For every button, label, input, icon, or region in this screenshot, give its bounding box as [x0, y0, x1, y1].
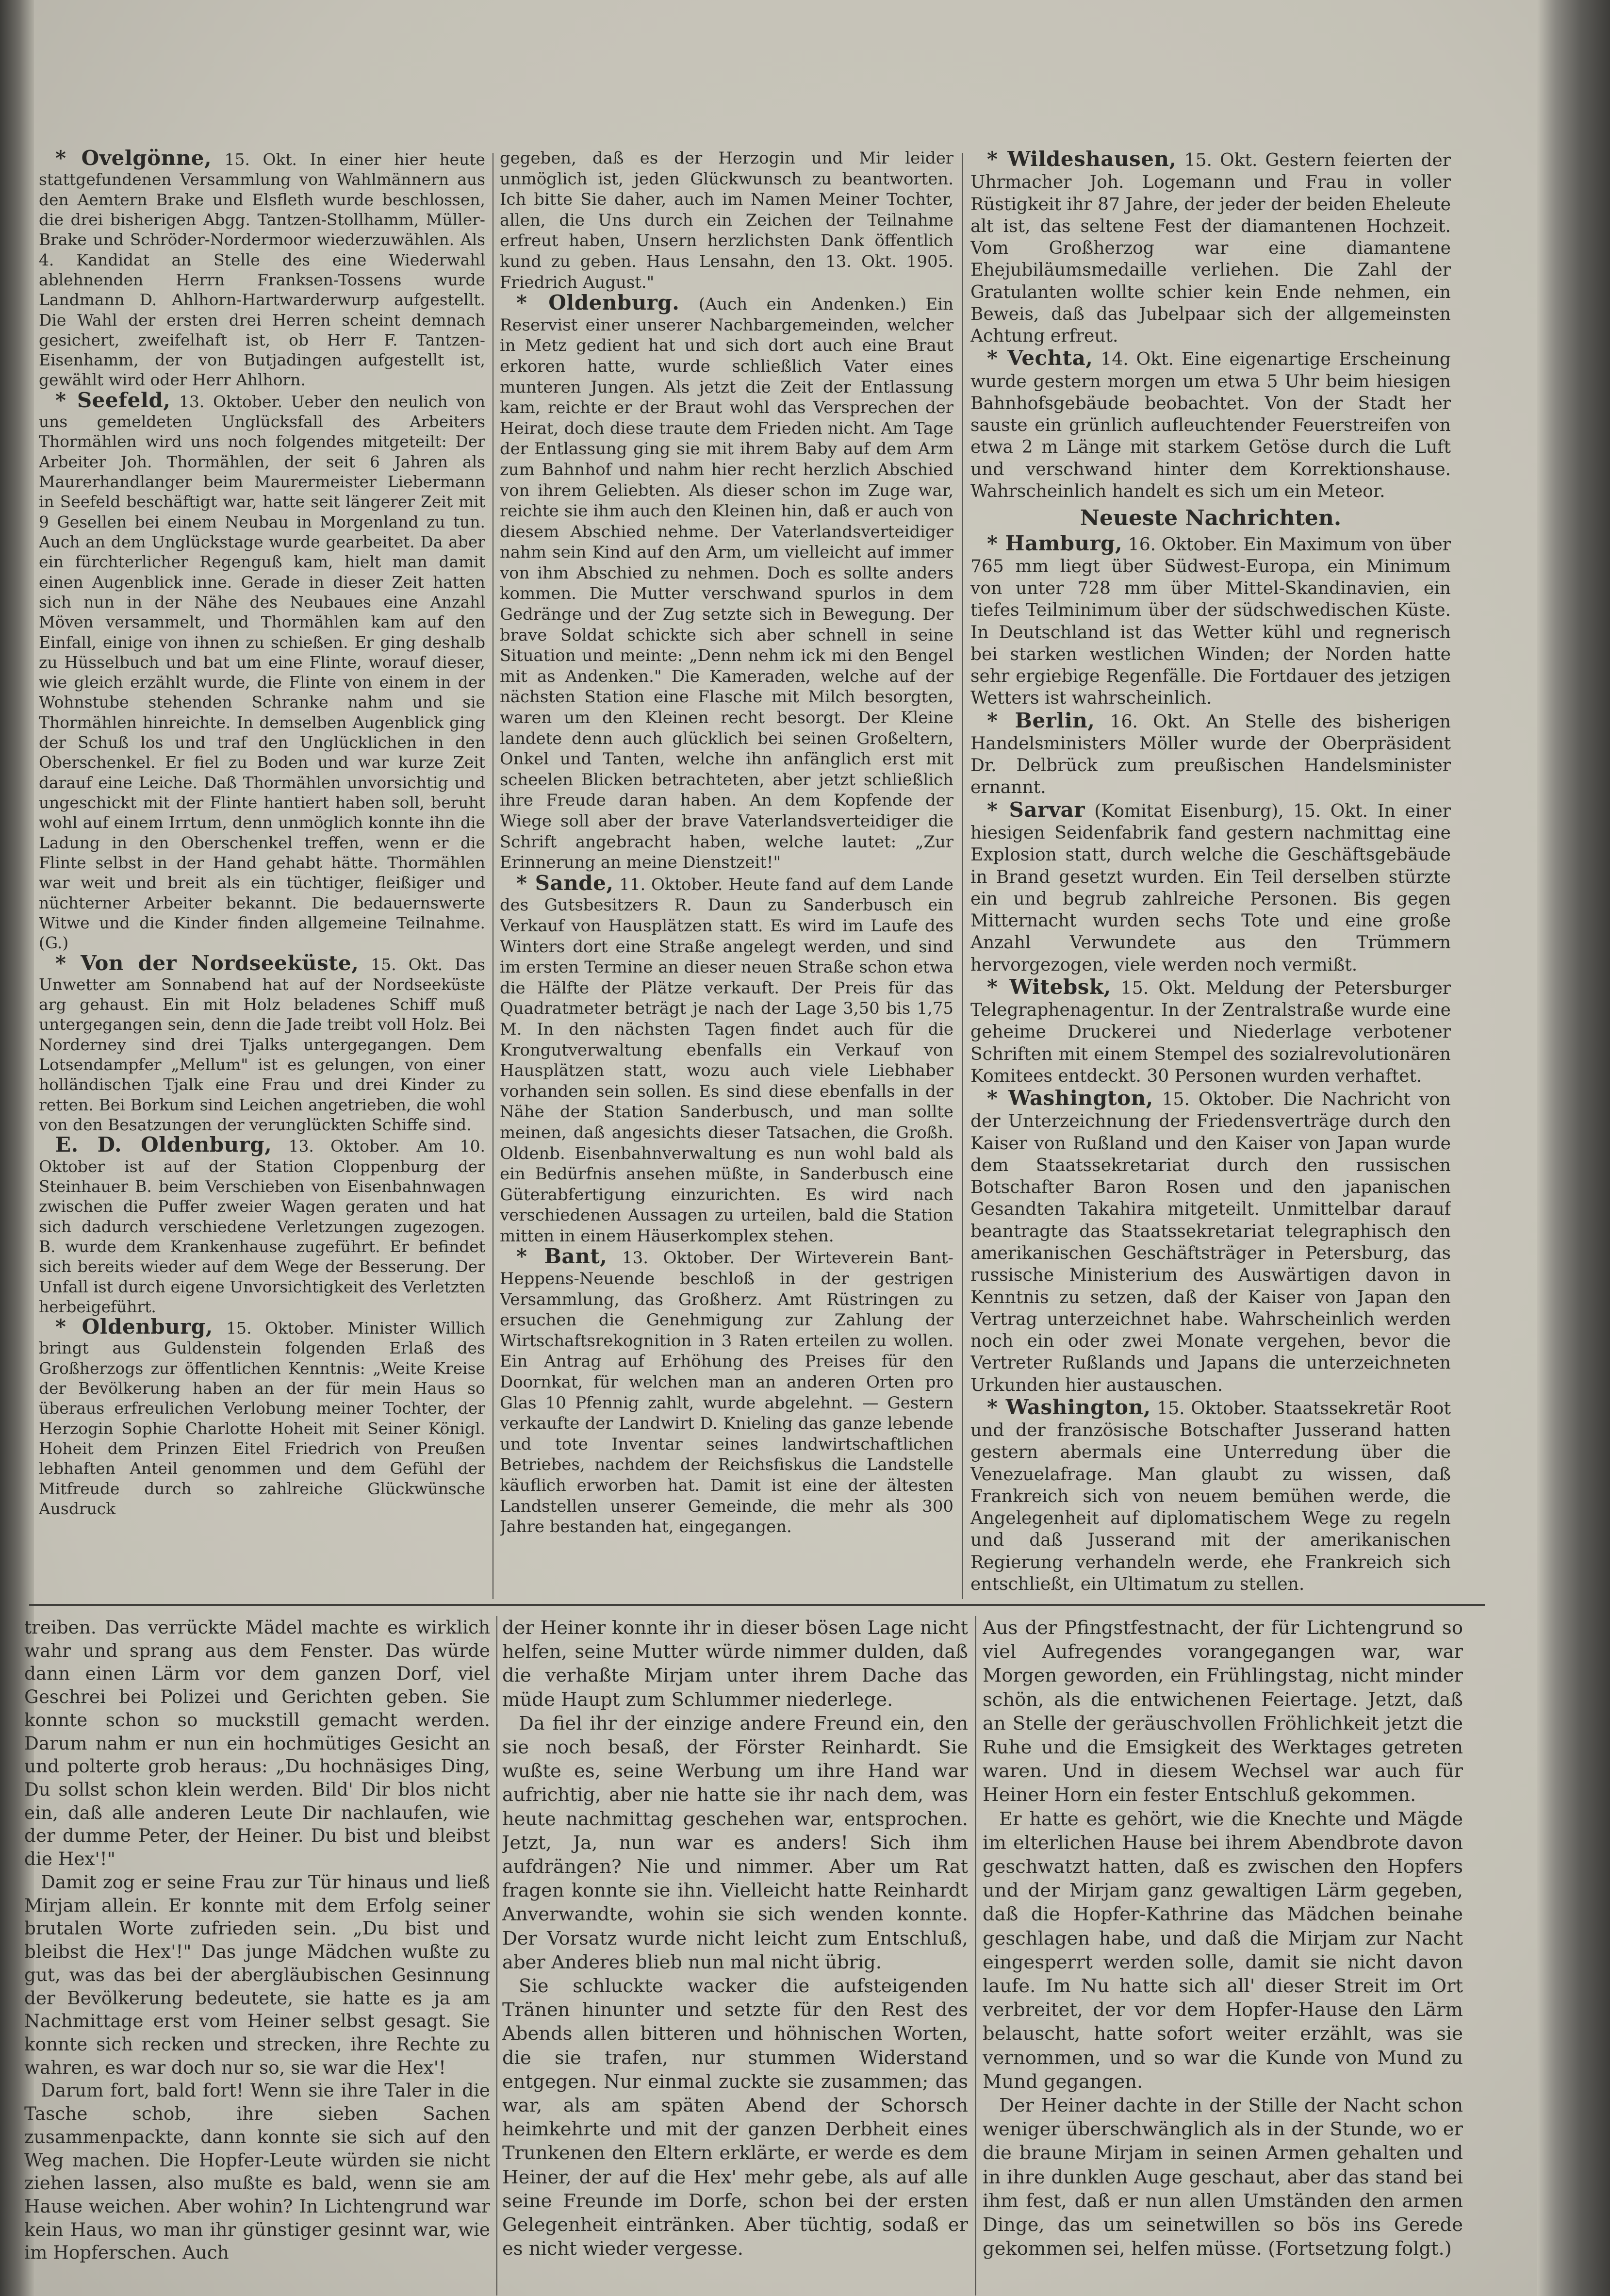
column-divider: [962, 153, 963, 1599]
story-paragraph: Da fiel ihr der einzige andere Freund ein, den sie noch besaß, der Förster Reinhardt. Sie wußte es, seine Werbung um ihre Hand war aufrichtig, aber nie hatte sie ihr nach dem, was heute nachmittag geschehen war, entsprochen. Jetzt, Ja, nun war es anders! Sich ihm aufdrängen? Nie und nimmer. Aber um Rat fragen konnte sie ihn. Vielleicht hatte Reinhardt Anverwandte, wohin sie sich wenden konnte. Der Vorsatz wurde nicht leicht zum Entschluß, aber Anderes blieb nun mal nicht übrig.: [502, 1712, 968, 1973]
article-text: 15. Oktober. Staatssekretär Root und der französische Botschafter Jusserand hatten gestern abermals eine Unterredung über die Venezuelafrage. Man glaubt zu wissen, daß Frankreich sich von neuem bemühen werde, die Angelegenheit auf diplomatischem Wege zu regeln und daß Jusserand mit der amerikanischen Regierung verhandeln werde, ehe Frankreich sich entschließt, ein Ultimatum zu stellen.: [970, 1398, 1451, 1594]
story-column-3: [983, 1616, 1463, 2296]
section-heading: Neueste Nachrichten.: [1080, 506, 1342, 531]
story-paragraph: Der Heiner dachte in der Stille der Nacht schon weniger überschwänglich als in der Stunde, wo er die braune Mirjam in seinen Armen gehalten und in ihre dunklen Auge geschaut, aber das stand bei ihm fest, daß er nun allen Umständen den armen Dinge, das um seinetwillen so bös ins Gerede gekommen sei, helfen müsse. (Fortsetzung folgt.): [983, 2095, 1463, 2260]
story-column-2: [502, 1616, 968, 2296]
news-article: [39, 390, 485, 953]
page-edge-shadow: [1537, 0, 1610, 2296]
article-dateline: * Seefeld,: [55, 388, 171, 412]
column-divider: [975, 1616, 976, 2296]
story-paragraph: Er hatte es gehört, wie die Knechte und Mägde im elterlichen Hause bei ihrem Abendbrote davon geschwatzt hatten, daß es zwischen den Hopfers und der Mirjam ganz gewaltigen Lärm gegeben, daß die Hopfer-Kathrine das Mädchen beinahe geschlagen habe, und daß die Mirjam zur Nacht eingesperrt werden solle, damit sie nicht davon laufe. Im Nu hatte sich all' dieser Streit im Ort verbreitet, der vor dem Hopfer-Hause den Lärm belauscht, hatte sofort weiter erzählt, was sie vernommen, und so war die Kunde von Mund zu Mund gegangen.: [983, 1808, 1463, 2093]
article-dateline: * Von der Nordseeküste,: [55, 951, 359, 975]
story-paragraph: Darum fort, bald fort! Wenn sie ihre Taler in die Tasche schob, ihre sieben Sachen zusammenpackte, dann konnte sie sich auf den Weg machen. Die Hopfer-Leute würden sie nicht ziehen lassen, also mußte es bald, wenn sie am Hause weichen. Aber wohin? In Lichtengrund war kein Haus, wo man ihr günstiger gesinnt war, wie im Hopferschen. Auch: [24, 2080, 490, 2263]
news-article: [500, 148, 953, 293]
story-paragraph: Sie schluckte wacker die aufsteigenden Tränen hinunter und setzte für den Rest des Abends allen bitteren und höhnischen Worten, die sie trafen, nur stummen Widerstand entgegen. Nur einmal zuckte sie zusammen; das war, als am späten Abend der Schorsch heimkehrte und mit der ganzen Derbheit eines Trunkenen den Eltern erklärte, er werde es dem Heiner, der auf die Hex' mehr gebe, als auf alle seine Freunde im Dorfe, schon bei der ersten Gelegenheit eintränken. Aber tüchtig, sodaß er es nicht wieder vergesse.: [502, 1975, 968, 2260]
news-article: [500, 293, 953, 873]
article-text: 16. Okt. An Stelle des bisherigen Handelsministers Möller wurde der Oberpräsident Dr. Delbrück zum preußischen Handelsminister ernannt.: [970, 711, 1451, 798]
article-dateline: * Oldenburg.: [516, 291, 680, 315]
article-dateline: * Berlin,: [987, 708, 1095, 732]
story-paragraph: treiben. Das verrückte Mädel machte es wirklich wahr und sprang aus dem Fenster. Das würde dann einen Lärm vor dem ganzen Dorf, viel Geschrei bei Polizei und Gerichten geben. Sie konnte schon so muckstill gemacht werden. Darum nahm er nun ein hochmütiges Gesicht an und polterte grob heraus: „Du hochnäsiges Ding, Du sollst schon klein werden. Bild' Dir blos nicht ein, daß alle anderen Leute Dir nachlaufen, wie der dumme Peter, der Heiner. Du bist und bleibst die Hex'!": [24, 1617, 490, 1870]
news-article: [500, 1246, 953, 1537]
news-article: [39, 148, 485, 390]
story-paragraph: der Heiner konnte ihr in dieser bösen Lage nicht helfen, seine Mutter würde nimmer dulden, daß die verhaßte Mirjam unter ihrem Dache das müde Haupt zum Schlummer niederlege.: [502, 1617, 968, 1711]
news-article: [970, 799, 1451, 976]
article-dateline: * Vechta,: [987, 346, 1093, 370]
article-dateline: * Wildeshausen,: [987, 148, 1177, 171]
column-divider: [496, 1616, 497, 2296]
article-text: 15. Okt. Das Unwetter am Sonnabend hat auf der Nordseeküste arg gehaust. Ein mit Holz beladenes Schiff muß untergegangen sein, denn die Jade treibt voll Holz. Bei Norderney sind drei Tjalks untergegangen. Dem Lotsendampfer „Mellum" ist es gelungen, von einer holländischen Tjalk eine Frau und drei Kinder zu retten. Bei Borkum sind Leichen angetrieben, die wohl von den Besatzungen der verunglückten Schiffe sind.: [39, 955, 485, 1134]
news-article: [970, 710, 1451, 799]
article-text: 15. Okt. In einer hier heute stattgefundenen Versammlung von Wahlmännern aus den Aemtern Brake und Elsfleth wurde beschlossen, die drei bisherigen Abgg. Tantzen-Stollhamm, Müller-Brake und Schröder-Nordermoor wiederzuwählen. Als 4. Kandidat an Stelle des eine Wiederwahl ablehnenden Herrn Franksen-Tossens wurde Landmann D. Ahlhorn-Hartwarderwurp aufgestellt. Die Wahl der ersten drei Herren scheint demnach gesichert, zweifelhaft ist, ob Herr F. Tantzen-Eisenhamm, der von Butjadingen aufgestellt ist, gewählt wird oder Herr Ahlhorn.: [39, 150, 485, 390]
story-paragraph: Aus der Pfingstfestnacht, der für Lichtengrund so viel Aufregendes vorangegangen war, war Morgen geworden, ein Frühlingstag, nicht minder schön, als die entwichenen Feiertage. Jetzt, daß an Stelle der geräuschvollen Fröhlichkeit jetzt die Ruhe und die Emsigkeit des Werktages getreten waren. Und in diesem Wechsel war auch für Heiner Horn ein fester Entschluß gekommen.: [983, 1617, 1463, 1806]
article-dateline: * Washington,: [987, 1086, 1153, 1110]
article-text: (Auch ein Andenken.) Ein Reservist einer unserer Nachbargemeinden, welcher in Metz gedient hat und sich dort auch eine Braut erkoren hatte, wurde schließlich Vater eines munteren Jungen. Als jetzt die Zeit der Entlassung kam, reichte er der Braut wohl das Versprechen der Heirat, doch diese traute dem Frieden nicht. Am Tage der Entlassung ging sie mit ihrem Baby auf dem Arm zum Bahnhof und nahm hier recht herzlich Abschied von ihrem Geliebten. Als dieser schon im Zuge war, reichte sie ihm auch den Kleinen hin, daß er auch von diesem Abschied nehme. Der Vaterlandsverteidiger nahm sein Kind auf den Arm, um vielleicht auf immer von ihm Abschied zu nehmen. Doch es sollte anders kommen. Die Mutter verschwand spurlos in dem Gedränge und der Zug setzte sich in Bewegung. Der brave Soldat schickte sich aber schnell in seine Situation und meinte: „Denn nehm ick mi den Bengel mit as Andenken." Die Kameraden, welche auf der nächsten Station eine Flasche mit Milch besorgten, waren um den Kleinen recht besorgt. Der Kleine landete denn auch glücklich bei seinen Großeltern, Onkel und Tanten, welche ihn anfänglich erst mit scheelen Blicken betrachteten, aber jetzt schließlich ihre Freude daran haben. An dem Kopfende der Wiege soll aber der brave Vaterlandsverteidiger die Schrift angebracht haben, welche lautet: „Zur Erinnerung an meine Dienstzeit!": [500, 295, 953, 872]
article-text: 13. Oktober. Am 10. Oktober ist auf der Station Cloppenburg der Steinhauer B. beim Verschieben von Eisenbahnwagen zwischen die Puffer zweier Wagen geraten und hat sich dadurch verschiedene Verletzungen zugezogen. B. wurde dem Krankenhause zugeführt. Er befindet sich bereits wieder auf dem Wege der Besserung. Der Unfall ist durch eigene Unvorsichtigkeit des Verletzten herbeigeführt.: [39, 1137, 485, 1316]
article-dateline: * Washington,: [987, 1395, 1151, 1419]
news-column-3: [970, 148, 1451, 1599]
news-article: [39, 1135, 485, 1317]
news-article: [39, 1317, 485, 1519]
article-text: (Komitat Eisenburg), 15. Okt. In einer hiesigen Seidenfabrik fand gestern nachmittag eine Explosion statt, durch welche die Geschäftsgebäude in Brand gesetzt wurden. Ein Teil derselben stürzte ein und begrub zahlreiche Personen. Bis gegen Mitternacht wurden sechs Tote und eine große Anzahl Verwundete aus den Trümmern hervorgezogen, viele werden noch vermißt.: [970, 800, 1451, 975]
news-column-2: [500, 148, 953, 1599]
article-text: 15. Oktober. Die Nachricht von der Unterzeichnung der Friedensverträge durch den Kaiser von Rußland und den Kaiser von Japan wurde dem Staatssekretariat durch den russischen Botschafter Baron Rosen und den japanischen Gesandten Takahira mitgeteilt. Unmittelbar darauf beantragte das Staatssekretariat telegraphisch den amerikanischen Geschäftsträger in Petersburg, das russische Ministerium des Auswärtigen davon in Kenntnis zu setzen, daß der Kaiser von Japan den Vertrag unterzeichnet habe. Wahrscheinlich werden noch ein oder zwei Monate vergehen, bevor die Vertreter Rußlands und Japans die unterzeichneten Urkunden hier austauschen.: [970, 1089, 1451, 1395]
article-text: 15. Oktober. Minister Willich bringt aus Guldenstein folgenden Erlaß des Großherzogs zur öffentlichen Kenntnis: „Weite Kreise der Bevölkerung haben an der für mein Haus so überaus erfreulichen Verlobung meiner Tochter, der Herzogin Sophie Charlotte Hoheit mit Seiner Königl. Hoheit dem Prinzen Eitel Friedrich von Preußen lebhaften Anteil genommen und dem Gefühl der Mitfreude durch so zahlreiche Glückwünsche Ausdruck: [39, 1319, 485, 1518]
news-article: [970, 532, 1451, 710]
news-article: [970, 347, 1451, 502]
article-dateline: * Bant,: [516, 1244, 608, 1269]
article-text: gegeben, daß es der Herzogin und Mir leider unmöglich ist, jeden Glückwunsch zu beantworten. Ich bitte Sie daher, auch im Namen Meiner Tochter, allen, die Uns durch ein Zeichen der Teilnahme erfreut haben, Unsern herzlichsten Dank öffentlich kund zu geben. Haus Lensahn, den 13. Okt. 1905. Friedrich August.": [500, 149, 953, 292]
article-text: 11. Oktober. Heute fand auf dem Lande des Gutsbesitzers R. Daun zu Sanderbusch ein Verkauf von Hausplätzen statt. Es wird im Laufe des Winters dort eine Straße angelegt werden, und sind im ersten Termine an dieser neuen Straße schon etwa die Hälfte der Plätze verkauft. Der Preis für das Quadratmeter beträgt je nach der Lage 3,50 bis 1,75 M. In den nächsten Tagen findet auch für die Krongutverwaltung ebenfalls ein Verkauf von Hausplätzen statt, wozu auch viele Liebhaber vorhanden sein sollen. Es sind diese ebenfalls in der Nähe der Station Sanderbusch, und man sollte meinen, daß angesichts dieser Tatsachen, die Großh. Oldenb. Eisenbahnverwaltung es nun wohl bald als ein Bedürfnis ansehen müßte, in Sanderbusch eine Güterabfertigung einzurichten. Es wird nach verschiedenen Aussagen zu urteilen, bald die Station mitten in einem Häuserkomplex stehen.: [500, 875, 953, 1245]
article-text: 16. Oktober. Ein Maximum von über 765 mm liegt über Südwest-Europa, ein Minimum von unter 728 mm über Mittel-Skandinavien, ein tiefes Teilminimum über der südschwedischen Küste. In Deutschland ist das Wetter kühl und regnerisch bei starken westlichen Winden; der Norden hatte sehr ergiebige Regenfälle. Die Fortdauer des jetzigen Wetters ist wahrscheinlich.: [970, 534, 1451, 709]
section-divider: [29, 1604, 1485, 1606]
article-text: 15. Okt. Meldung der Petersburger Telegraphenagentur. In der Zentralstraße wurde eine geheime Druckerei und Niederlage verbotener Schriften mit einem Stempel des sozialrevolutionären Komitees entdeckt. 30 Personen wurden verhaftet.: [970, 977, 1451, 1086]
news-article: [500, 873, 953, 1247]
article-text: 15. Okt. Gestern feierten der Uhrmacher Joh. Logemann und Frau in voller Rüstigkeit ihr 87 Jahre, der jeder der beiden Eheleute alt ist, das seltene Fest der diamantenen Hochzeit. Vom Großherzog war eine diamantene Ehejubiläumsmedaille verliehen. Die Zahl der Gratulanten wollte schier kein Ende nehmen, ein Beweis, daß das Jubelpaar sich der allgemeinsten Achtung erfreut.: [970, 150, 1451, 347]
article-dateline: * Sande,: [516, 871, 614, 895]
article-text: 13. Oktober. Der Wirteverein Bant-Heppens-Neuende beschloß in der gestrigen Versammlung, das Großherz. Amt Rüstringen zu ersuchen die Genehmigung zur Zahlung der Wirtschaftsrekognition in 3 Raten erteilen zu wollen. Ein Antrag auf Erhöhung des Preises für den Doornkat, für welchen man an anderen Orten pro Glas 10 Pfennig zahlt, wurde abgelehnt. — Gestern verkaufte der Landwirt D. Knieling das ganze lebende und tote Inventar seines landwirtschaftlichen Betriebes, nachdem der Reichsfiskus die Landstelle käuflich erworben hat. Damit ist eine der ältesten Landstellen unserer Gemeinde, die mehr als 300 Jahre bestanden hat, eingegangen.: [500, 1248, 953, 1536]
article-dateline: * Ovelgönne,: [55, 148, 212, 170]
story-column-1: [24, 1616, 490, 2296]
article-dateline: * Oldenburg,: [55, 1315, 213, 1339]
news-article: [970, 1087, 1451, 1396]
news-column-1: [39, 148, 485, 1599]
article-dateline: * Sarvar: [987, 797, 1085, 822]
story-paragraph: Damit zog er seine Frau zur Tür hinaus und ließ Mirjam allein. Er konnte mit dem Erfolg seiner brutalen Worte zufrieden sein. „Du bist und bleibst die Hex'!" Das junge Mädchen wußte zu gut, was das bei der abergläubischen Gesinnung der Bevölkerung bedeutete, sie hatte es ja am Nachmittage erst vom Heiner selbst gesagt. Sie konnte sich recken und strecken, ihre Rechte zu wahren, es war doch nur so, sie war die Hex'!: [24, 1871, 490, 2078]
news-article: [39, 953, 485, 1135]
article-text: 14. Okt. Eine eigenartige Erscheinung wurde gestern morgen um etwa 5 Uhr beim hiesigen Bahnhofsgebäude beobachtet. Von der Stadt her sauste ein grünlich aufleuchtender Feuerstreifen von etwa 2 m Länge mit starkem Getöse durch die Luft und verschwand hinter dem Korrektionshause. Wahrscheinlich handelt es sich um ein Meteor.: [970, 349, 1451, 501]
article-dateline: * Witebsk,: [987, 975, 1111, 999]
article-dateline: * Hamburg,: [987, 531, 1123, 555]
news-article: [970, 976, 1451, 1087]
news-article: [970, 1396, 1451, 1595]
news-article: [970, 148, 1451, 347]
article-dateline: E. D. Oldenburg,: [55, 1133, 272, 1157]
article-text: 13. Oktober. Ueber den neulich von uns gemeldeten Unglücksfall des Arbeiters Thormählen wird uns noch folgendes mitgeteilt: Der Arbeiter Joh. Thormählen, der seit 6 Jahren als Maurerhandlanger beim Maurermeister Liebermann in Seefeld beschäftigt war, hatte seit längerer Zeit mit 9 Gesellen bei einem Neubau in Morgenland zu tun. Auch an dem Unglückstage wurde gearbeitet. Da aber ein fürchterlicher Regenguß kam, hielt man damit einen Augenblick inne. Gerade in dieser Zeit hatten sich nun in der Nähe des Neubaues eine Anzahl Möven versammelt, und Thormählen kam auf den Einfall, einige von ihnen zu schießen. Er ging deshalb zu Hüsselbuch und bat um eine Flinte, worauf dieser, wie gleich erzählt wurde, die Flinte von einem in der Wohnstube stehenden Schranke nahm und sie Thormählen hinreichte. In demselben Augenblick ging der Schuß los und traf den Unglücklichen in den Oberschenkel. Er fiel zu Boden und war kurze Zeit darauf eine Leiche. Daß Thormählen unvorsichtig und ungeschickt mit der Flinte hantiert haben soll, beruht wohl auf einem Irrtum, denn unmöglich konnte ihn die Ladung in den Oberschenkel treffen, wenn er die Flinte selbst in der Hand gehabt hätte. Thormählen war weit und breit als ein tüchtiger, fleißiger und nüchterner Arbeiter bekannt. Die bedauernswerte Witwe und die Kinder finden allgemeine Teilnahme. (G.): [39, 392, 485, 953]
